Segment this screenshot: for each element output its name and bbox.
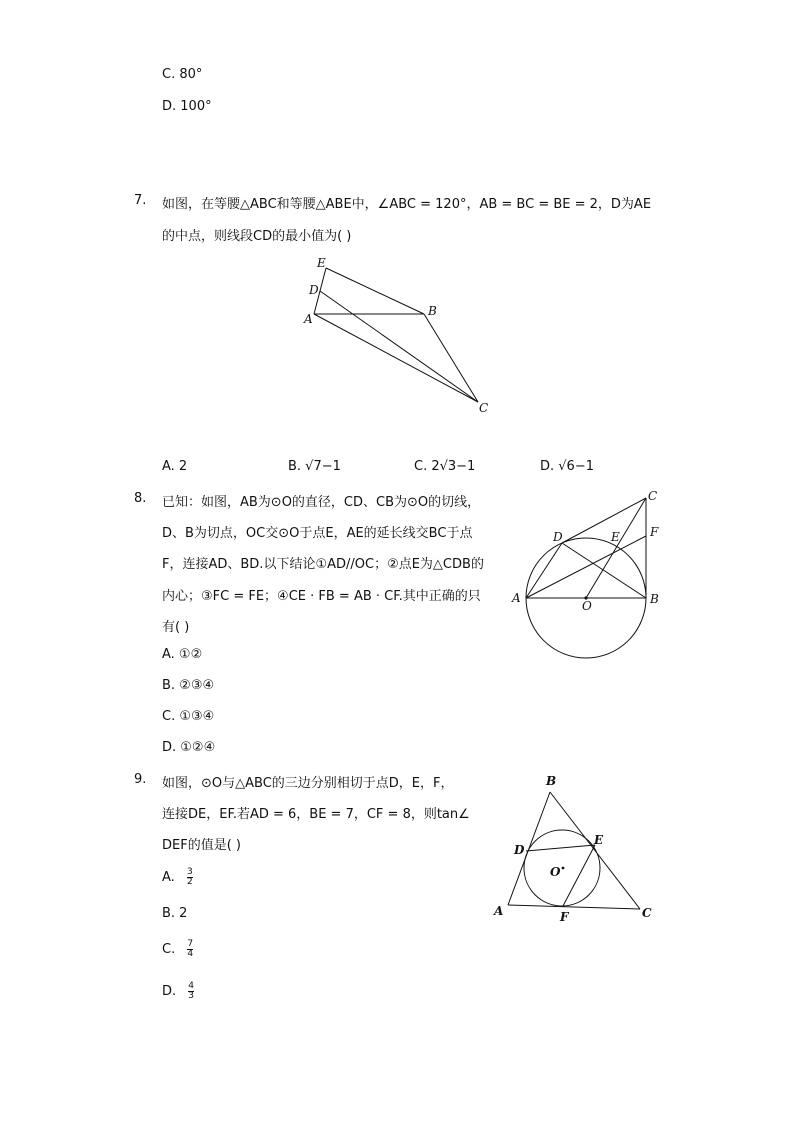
q7-number: 7. [134,193,147,208]
q8-stem-line4: 内心；③FC = FE；④CE · FB = AB · CF.其中正确的只 [162,589,481,604]
q8-tangent-cd [562,498,646,543]
q7-label-a: A [304,312,313,326]
q9-label-d: D [514,843,525,857]
q8-option-a: A. ①② [162,647,203,662]
q9-number: 9. [134,772,147,787]
q9-label-b: B [546,774,557,788]
q8-label-a: A [512,591,521,605]
q9-center-dot [562,867,565,870]
q9-label-a: A [494,904,504,918]
q7-segment-bc [424,314,478,402]
q9-segment-de [526,845,595,851]
q7-label-d: D [309,283,319,297]
q7-label-b: B [428,304,437,318]
q8-stem-line1: 已知：如图，AB为⊙O的直径，CD、CB为⊙O的切线， [162,495,481,510]
q7-segment-ac [314,314,478,402]
q9-label-o: O [550,865,561,879]
q9-option-d-numerator: 4 [188,981,195,991]
q7-figure [290,252,500,422]
q9-option-a-letter: A. [162,870,175,885]
q9-label-c: C [642,906,652,920]
q8-segment-oc [586,498,646,598]
q7-option-c: C. 2√3−1 [414,459,476,474]
q8-stem-line3: F，连接AD、BD.以下结论①AD//OC；②点E为△CDB的 [162,557,484,572]
q7-label-e: E [317,256,326,270]
q8-label-o: O [582,599,592,613]
q9-figure [488,772,658,927]
q9-stem-line3: DEF的值是( ) [162,838,241,853]
q9-option-d-letter: D. [162,984,177,999]
q6-option-c: C. 80° [162,67,203,82]
q9-stem-line1: 如图，⊙O与△ABC的三边分别相切于点D，E，F， [162,776,454,791]
q9-option-b: B. 2 [162,906,188,921]
q8-label-f: F [650,525,659,539]
q9-label-f: F [560,910,569,924]
q9-option-a-numerator: 3 [186,867,193,877]
q9-option-c [162,940,193,959]
q8-label-d: D [553,530,563,544]
q9-label-e: E [594,833,604,847]
q9-side-bc [550,792,640,909]
q8-segment-af [526,536,646,598]
q9-side-ac [508,905,640,909]
q7-option-b: B. √7−1 [288,459,341,474]
q9-option-a-fraction [187,868,193,887]
q7-segment-eb [326,268,424,314]
q9-stem-line2: 连接DE，EF.若AD = 6，BE = 7，CF = 8，则tan∠ [162,807,470,822]
q8-number: 8. [134,491,147,506]
q9-option-c-denominator: 4 [187,949,194,959]
q9-segment-ef [563,845,595,906]
q7-stem-line2: 的中点，则线段CD的最小值为( ) [162,229,352,244]
q8-label-c: C [648,489,658,503]
q8-label-b: B [650,592,659,606]
q8-option-b: B. ②③④ [162,678,215,693]
q8-label-e: E [611,530,620,544]
q7-segment-dc [320,291,478,402]
q8-stem-line2: D、B为切点，OC交⊙O于点E，AE的延长线交BC于点 [162,526,473,541]
q6-option-d: D. 100° [162,99,212,114]
q7-label-c: C [479,401,489,415]
q7-option-a: A. 2 [162,459,188,474]
q9-option-a-denominator: 2 [186,877,193,887]
q8-option-c: C. ①③④ [162,709,215,724]
q8-segment-ad [526,543,562,598]
q8-stem-line5: 有( ) [162,620,190,635]
q8-option-d: D. ①②④ [162,740,216,755]
q8-figure [506,486,676,661]
q9-option-d [162,982,194,1001]
q8-segment-bd [562,543,646,598]
q9-option-c-numerator: 7 [187,939,194,949]
q9-option-d-denominator: 3 [188,991,195,1001]
q9-option-d-fraction [188,982,194,1001]
q9-option-c-letter: C. [162,942,176,957]
q9-option-c-fraction [187,940,193,959]
q7-option-d: D. √6−1 [540,459,594,474]
q9-option-a [162,868,193,887]
q7-stem-line1: 如图，在等腰△ABC和等腰△ABE中，∠ABC = 120°，AB = BC = BE = 2，D为AE [162,197,652,212]
